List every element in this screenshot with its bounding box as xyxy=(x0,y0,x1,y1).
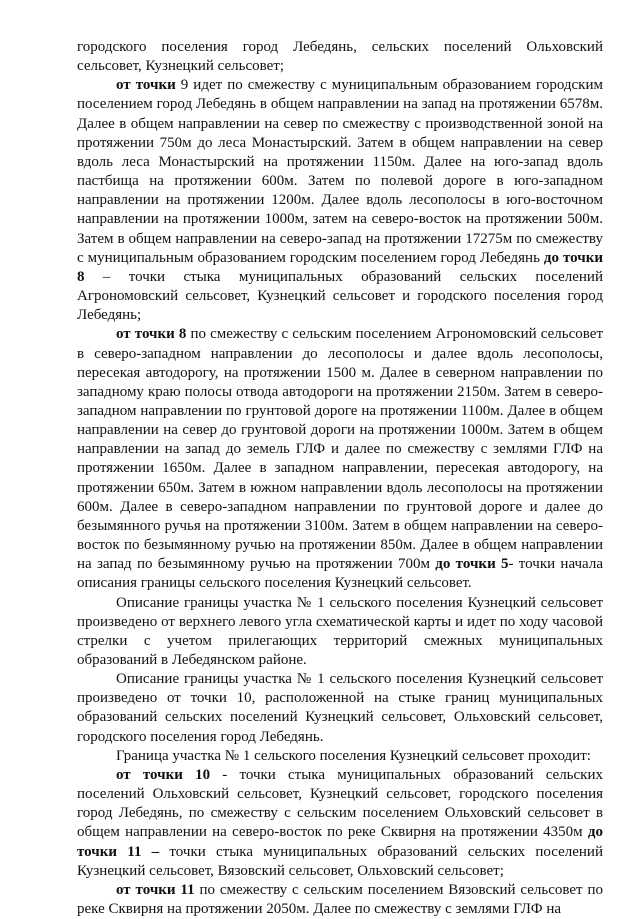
text-run: Описание границы участка № 1 сельского поселения Кузнецкий сельсовет произведено от точки 10, расположенной на стыке границ муниципальных образований сельских поселений Кузнецкий сельсовет, Ольховский сельсовет, городского поселения город Лебедянь. xyxy=(77,671,603,745)
bold-run: до точки 11 – xyxy=(77,824,603,860)
bold-run: от точки 11 xyxy=(116,881,195,898)
text-run: точки стыка муниципальных образований сельских поселений Кузнецкий сельсовет, Вязовский сельсовет, Ольховский сельсовет; xyxy=(77,843,603,879)
text-run: 9 идет по смежеству с муниципальным образованием городским поселением город Лебедянь в общем направлении на запад на протяжении 6578м. Далее в общем направлении на север по смежеству с производственной зоной на протяжении 750м до леса Монастырский. Затем в общем направлении на север вдоль леса Монастырский на протяжении 1150м. Далее на юго-запад вдоль пастбища на протяжении 600м. Затем по полевой дороге в юго-западном направлении на протяжении 1200м. Далее вдоль лесополосы в юго-восточном направлении на протяжении 1000м, затем на северо-восток на протяжении 500м. Затем в общем направлении на северо-запад на протяжении 17275м по смежеству с муниципальным образованием городским поселением город Лебедянь xyxy=(77,77,603,266)
paragraph-from-point-11 xyxy=(77,881,603,919)
text-run: - точки стыка муниципальных образований сельских поселений Ольховский сельсовет, Кузнецкий сельсовет, городского поселения город Лебедянь, по смежеству с сельским поселением Ольховский сельсовет в общем направлении на северо-восток по реке Сквирня на протяжении 4350м xyxy=(77,766,603,841)
paragraph-description-2 xyxy=(77,670,603,747)
text-run: по смежеству с сельским поселением Агрономовский сельсовет в северо-западном направлении до лесополосы и далее вдоль лесополосы, пересекая автодорогу, на протяжении 1500 м. Далее в северном направлении по западному краю полосы отвода автодороги на протяжении 2150м. Затем в северо-западном направлении по грунтовой дороге на протяжении 1100м. Далее в общем направлении на север до грунтовой дороги на протяжении 1000м. Затем в общем направлении на запад до земель ГЛФ и далее по смежеству с землями ГЛФ на протяжении 1650м. Далее в западном направлении, пересекая автодорогу, на протяжении 650м. Затем в южном направлении вдоль лесополосы на протяжении 600м. Далее в северо-западном направлении по грунтовой дороге и далее до безымянного ручья на протяжении 3100м. Затем в общем направлении на северо-восток по безымянному ручью на протяжении 850м. Далее в общем направлении на запад по безымянному ручью на протяжении 700м xyxy=(77,326,603,573)
paragraph-continuation xyxy=(77,38,603,76)
bold-run: до точки 5 xyxy=(435,556,509,573)
text-run: городского поселения город Лебедянь, сельских поселений Ольховский сельсовет, Кузнецкий сельсовет; xyxy=(77,39,603,75)
paragraph-from-point-8 xyxy=(77,325,603,593)
text-run: Описание границы участка № 1 сельского поселения Кузнецкий сельсовет произведено от верхнего левого угла схематической карты и идет по ходу часовой стрелки с учетом прилегающих территорий смежных муниципальных образований в Лебедянском районе. xyxy=(77,594,603,668)
text-run: – точки стыка муниципальных образований сельских поселений Агрономовский сельсовет, Кузнецкий сельсовет и городского поселения город Лебедянь; xyxy=(77,268,603,324)
bold-run: от точки 8 xyxy=(116,326,187,343)
text-run: Граница участка № 1 сельского поселения Кузнецкий сельсовет проходит: xyxy=(116,747,591,764)
paragraph-description-1 xyxy=(77,594,603,671)
bold-run: от точки xyxy=(116,77,176,94)
paragraph-description-3 xyxy=(77,747,603,766)
paragraph-from-point-9 xyxy=(77,76,603,325)
text-run: - точки начала описания границы сельского поселения Кузнецкий сельсовет. xyxy=(77,556,603,592)
document-page xyxy=(77,38,603,919)
text-run: по смежеству с сельским поселением Вязовский сельсовет по реке Сквирня на протяжении 2050м. Далее по смежеству с землями ГЛФ на xyxy=(77,881,603,918)
paragraph-from-point-10 xyxy=(77,766,603,881)
bold-run: от точки 10 xyxy=(116,766,211,783)
bold-run: до точки 8 xyxy=(77,249,603,285)
